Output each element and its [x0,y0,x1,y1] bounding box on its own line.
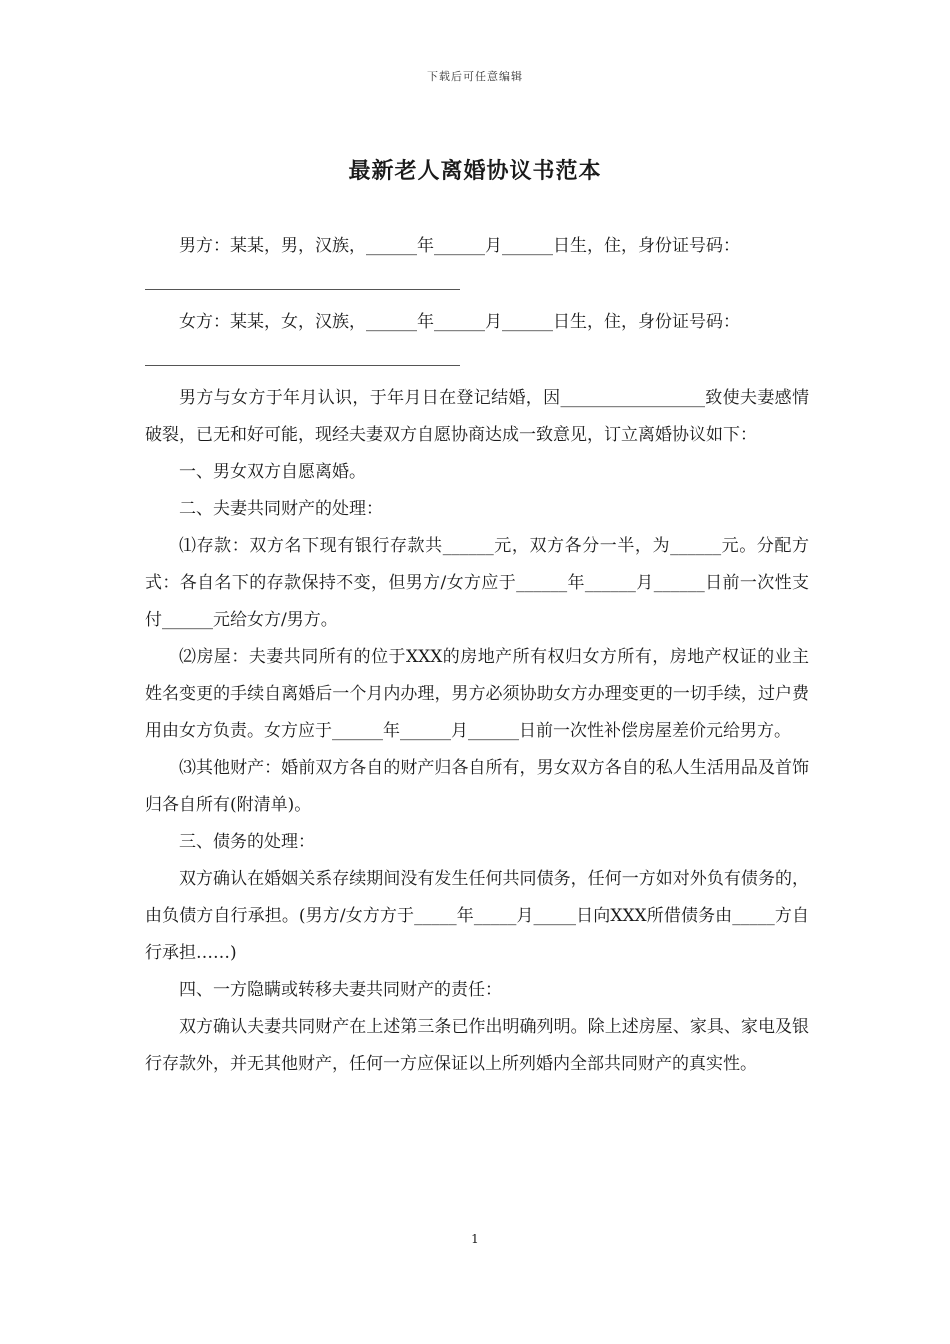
document-title: 最新老人离婚协议书范本 [348,158,602,184]
page-number: 1 [471,1232,479,1246]
debts-paragraph: 双方确认在婚姻关系存续期间没有发生任何共同债务，任何一方如对外负有债务的，由负债方自行承担。(男方/女方方于_____年_____月_____日向XXX所借债务由_____方自行承担……) [145,869,809,963]
document-body [145,228,809,1083]
clause-2-heading: 二、夫妻共同财产的处理： [179,499,383,519]
clause-1-heading: 一、男女双方自愿离婚。 [179,462,366,482]
house-paragraph: ⑵房屋：夫妻共同所有的位于XXX的房地产所有权归女方所有，房地产权证的业主姓名变更的手续自离婚后一个月内办理，男方必须协助女方办理变更的一切手续，过户费用由女方负责。女方应于______年______月______日前一次性补偿房屋差价元给男方。 [145,647,809,741]
clause-4-heading: 四、一方隐瞒或转移夫妻共同财产的责任： [179,980,502,1000]
female-party-paragraph: 女方：某某，女，汉族，______年______月______日生，住，身份证号码： [179,312,740,332]
deposits-paragraph: ⑴存款：双方名下现有银行存款共______元，双方各分一半，为______元。分配方式：各自名下的存款保持不变，但男方/女方应于______年______月______日前一次性支付______元给女方/男方。 [145,536,809,630]
header-note: 下载后可任意编辑 [427,70,523,83]
other-property-paragraph: ⑶其他财产：婚前双方各自的财产归各自所有，男女双方各自的私人生活用品及首饰归各自所有(附清单)。 [145,758,809,815]
confirmation-paragraph: 双方确认夫妻共同财产在上述第三条已作出明确列明。除上述房屋、家具、家电及银行存款外，并无其他财产，任何一方应保证以上所列婚内全部共同财产的真实性。 [145,1017,809,1074]
male-id-number-blank [145,261,460,290]
intro-paragraph: 男方与女方于年月认识，于年月日在登记结婚，因_________________致使夫妻感情破裂，已无和好可能，现经夫妻双方自愿协商达成一致意见，订立离婚协议如下： [145,388,809,445]
clause-3-heading: 三、债务的处理： [179,832,315,852]
male-party-paragraph: 男方：某某，男，汉族，______年______月______日生，住，身份证号码： [179,236,740,256]
female-id-number-blank [145,337,460,366]
